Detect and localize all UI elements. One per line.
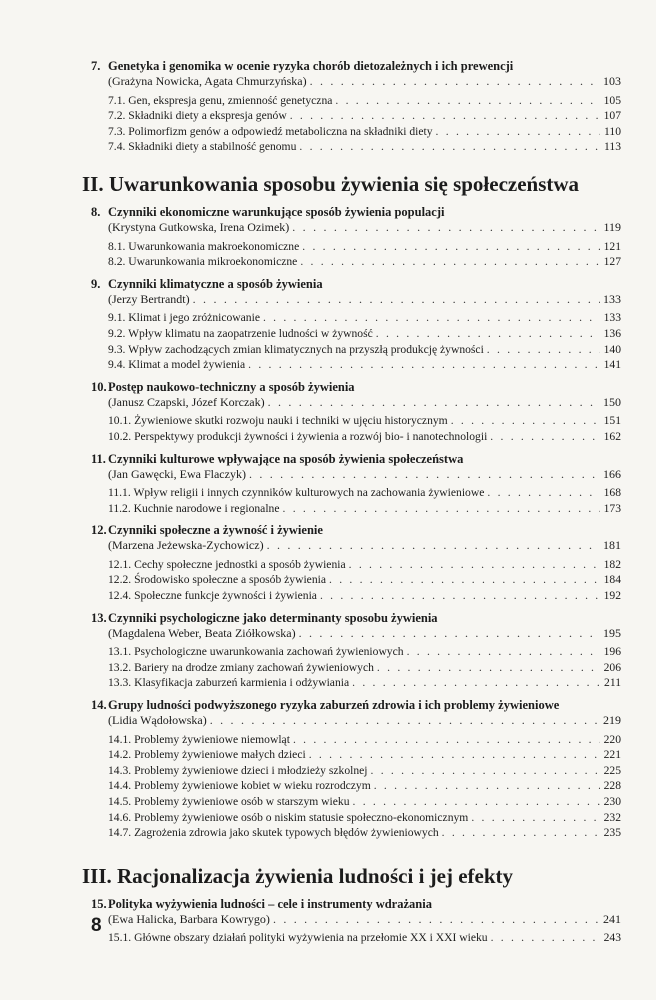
subsection-entry [91,825,621,841]
subsection-entry-text: 11.2. Kuchnie narodowe i regionalne [108,501,280,515]
subsection-list [91,644,621,691]
subsection-entry-text: 12.4. Społeczne funkcje żywności i żywienia [108,589,317,603]
chapter-authors [91,713,621,729]
subsection-entry-page-number: 121 [603,239,621,253]
dot-leader [299,626,600,642]
subsection-entry-text: 14.4. Problemy żywieniowe kobiet w wieku rozrodczym [108,779,371,793]
subsection-entry-page-number: 192 [603,589,621,603]
chapter-authors [91,74,621,90]
chapter-entry [91,276,621,373]
subsection-entry-page-number: 220 [603,732,621,746]
dot-leader [335,93,600,109]
chapter-authors-text: (Marzena Jeżewska-Zychowicz) [108,538,264,553]
dot-leader [374,778,600,794]
chapter-title [91,522,621,538]
subsection-entry [91,139,621,155]
subsection-list [91,413,621,444]
subsection-list [91,310,621,372]
subsection-entry [91,326,621,342]
chapter-number: 13. [91,610,107,625]
dot-leader [491,930,600,946]
chapter-authors-text: (Lidia Wądołowska) [108,713,207,728]
subsection-list [91,732,621,841]
dot-leader [442,825,600,841]
chapter-title-text: Czynniki ekonomiczne warunkujące sposób żywienia populacji [108,204,445,219]
chapter-authors-page-number: 181 [603,538,621,553]
subsection-list [91,239,621,270]
chapter-number: 12. [91,523,107,538]
subsection-entry-page-number: 230 [603,795,621,808]
subsection-entry-text: 14.3. Problemy żywieniowe dzieci i młodzieży szkolnej [108,763,368,777]
dot-leader [299,139,600,155]
subsection-entry-page-number: 133 [603,311,621,325]
subsection-entry-page-number: 113 [604,140,621,154]
subsection-entry [91,644,621,660]
subsection-entry [91,747,621,763]
chapter-authors [91,220,621,236]
chapter-authors-text: (Jan Gawęcki, Ewa Flaczyk) [108,466,246,481]
subsection-entry-page-number: 162 [603,429,621,443]
subsection-entry [91,675,621,691]
chapter-entry [91,204,621,270]
subsection-list [91,93,621,155]
chapter-number: 7. [91,59,101,73]
subsection-entry-text: 9.4. Klimat a model żywienia [108,358,246,372]
subsection-list [91,557,621,604]
dot-leader [273,912,600,928]
chapter-authors-page-number: 150 [603,394,621,409]
subsection-entry-page-number: 151 [603,414,621,428]
subsection-entry [91,93,621,109]
subsection-entry-text: 14.1. Problemy żywieniowe niemowląt [108,732,290,746]
dot-leader [320,588,600,604]
chapter-title-text: Czynniki klimatyczne a sposób żywienia [108,276,323,291]
dot-leader [248,357,600,373]
chapter-entry [91,451,621,517]
chapter-number: 10. [91,379,107,394]
dot-leader [471,810,600,826]
subsection-entry [91,108,621,124]
chapter-title-text: Czynniki psychologiczne jako determinanty sposobu żywienia [108,610,438,625]
chapter-title [91,204,621,220]
subsection-entry-text: 8.1. Uwarunkowania makroekonomiczne [108,239,300,253]
subsection-entry [91,254,621,270]
subsection-entry-page-number: 232 [603,810,621,824]
subsection-entry-page-number: 221 [603,748,621,762]
subsection-entry-text: 14.2. Problemy żywieniowe małych dzieci [108,748,306,762]
subsection-entry-text: 14.7. Zagrożenia zdrowia jako skutek typowych błędów żywieniowych [108,826,439,840]
subsection-entry-page-number: 228 [603,779,621,793]
dot-leader [267,538,600,554]
subsection-entry-text: 7.2. Składniki diety a ekspresja genów [108,109,287,123]
dot-leader [353,794,601,810]
dot-leader [263,310,600,326]
chapter-authors-text: (Krystyna Gutkowska, Irena Ozimek) [108,219,290,234]
chapter-title [91,610,621,626]
chapter-authors-page-number: 133 [603,291,621,306]
subsection-entry-page-number: 107 [603,109,621,123]
chapter-number: 8. [91,204,101,219]
dot-leader [376,326,600,342]
subsection-entry-page-number: 140 [603,342,621,356]
chapter-authors-text: (Ewa Halicka, Barbara Kowrygo) [108,911,270,926]
subsection-entry-text: 13.1. Psychologiczne uwarunkowania zachowań żywieniowych [108,645,404,659]
part-heading: II. Uwarunkowania sposobu żywienia się społeczeństwa [82,171,580,196]
chapter-number: 11. [91,451,106,466]
chapter-number: 14. [91,698,107,713]
dot-leader [329,572,600,588]
subsection-entry-page-number: 182 [603,557,621,571]
chapter-authors-page-number: 241 [603,911,621,926]
chapter-authors-page-number: 166 [603,466,621,481]
dot-leader [292,220,600,236]
subsection-entry-text: 7.1. Gen, ekspresja genu, zmienność genetyczna [108,93,333,107]
subsection-entry-text: 14.6. Problemy żywieniowe osób o niskim statusie społeczno-ekonomicznym [108,810,469,824]
subsection-entry-page-number: 196 [603,645,621,659]
dot-leader [249,467,600,483]
subsection-entry [91,342,621,358]
subsection-entry-page-number: 136 [603,326,621,340]
subsection-entry-page-number: 184 [603,573,621,587]
chapter-title-text: Polityka wyżywienia ludności – cele i instrumenty wdrażania [108,896,432,911]
subsection-entry-page-number: 173 [603,501,621,515]
chapter-authors-page-number: 103 [603,74,621,88]
subsection-entry-text: 11.1. Wpływ religii i innych czynników kulturowych na zachowania żywieniowe [108,486,485,500]
chapter-entry [91,58,621,155]
subsection-entry [91,357,621,373]
subsection-entry-page-number: 110 [604,124,621,138]
dot-leader [436,124,600,140]
subsection-entry [91,930,621,946]
subsection-entry-text: 13.3. Klasyfikacja zaburzeń karmienia i odżywiania [108,676,350,690]
subsection-entry-text: 12.2. Środowisko społeczne a sposób żywienia [108,573,326,587]
page-number: 8 [91,915,102,936]
chapter-title-text: Grupy ludności podwyższonego ryzyka zaburzeń zdrowia i ich problemy żywieniowe [108,698,560,713]
dot-leader [487,342,600,358]
chapter-entry [91,522,621,603]
subsection-entry-text: 9.3. Wpływ zachodzących zmian klimatycznych na przyszłą produkcję żywności [108,342,484,356]
subsection-entry-text: 14.5. Problemy żywieniowe osób w starszym wieku [108,795,350,808]
chapter-authors-text: (Janusz Czapski, Józef Korczak) [108,394,265,409]
dot-leader [487,485,600,501]
subsection-entry [91,485,621,501]
dot-leader [283,501,601,517]
subsection-entry-text: 10.1. Żywieniowe skutki rozwoju nauki i techniki w ujęciu historycznym [108,414,448,428]
chapter-authors [91,395,621,411]
subsection-entry [91,588,621,604]
chapter-entry [91,610,621,691]
subsection-entry [91,501,621,517]
subsection-entry-text: 13.2. Bariery na drodze zmiany zachowań żywieniowych [108,660,374,674]
subsection-entry-page-number: 243 [603,931,621,945]
subsection-entry-page-number: 105 [603,93,621,107]
chapter-authors [91,912,621,928]
dot-leader [310,74,600,90]
chapter-entry [91,379,621,445]
chapter-title-text: Czynniki społeczne a żywność i żywienie [108,523,323,538]
subsection-entry [91,124,621,140]
subsection-entry [91,794,621,810]
chapter-entry [91,697,621,841]
chapter-authors-page-number: 219 [603,713,621,728]
dot-leader [300,254,600,270]
chapter-title [91,896,621,912]
chapter-entry [91,896,621,946]
dot-leader [371,763,600,779]
subsection-entry-page-number: 225 [603,763,621,777]
chapter-title [91,379,621,395]
subsection-entry [91,239,621,255]
chapter-authors-page-number: 119 [603,219,621,234]
dot-leader [302,239,600,255]
subsection-entry [91,413,621,429]
chapter-authors-text: (Grażyna Nowicka, Agata Chmurzyńska) [108,74,307,88]
chapter-authors [91,626,621,642]
subsection-entry-text: 10.2. Perspektywy produkcji żywności i żywienia a rozwój bio- i nanotechnologii [108,429,488,443]
subsection-entry [91,778,621,794]
subsection-entry-text: 9.1. Klimat i jego zróżnicowanie [108,311,260,325]
chapter-number: 9. [91,276,101,291]
subsection-entry [91,763,621,779]
chapter-title [91,697,621,713]
subsection-list [91,930,621,946]
subsection-entry-text: 9.2. Wpływ klimatu na zaopatrzenie ludności w żywność [108,326,373,340]
chapter-title [91,276,621,292]
subsection-entry-page-number: 168 [603,486,621,500]
dot-leader [293,732,600,748]
dot-leader [210,713,600,729]
subsection-entry-page-number: 211 [604,676,621,690]
chapter-authors-page-number: 195 [603,625,621,640]
subsection-entry [91,810,621,826]
chapter-title [91,58,621,74]
subsection-entry-page-number: 141 [603,358,621,372]
chapter-authors [91,292,621,308]
subsection-entry [91,310,621,326]
chapter-title [91,451,621,467]
dot-leader [268,395,600,411]
subsection-entry [91,572,621,588]
dot-leader [290,108,600,124]
subsection-entry-text: 15.1. Główne obszary działań polityki wyżywienia na przełomie XX i XXI wieku [108,931,488,945]
subsection-entry [91,557,621,573]
table-of-contents [82,58,621,946]
chapter-authors-text: (Jerzy Bertrandt) [108,291,190,306]
chapter-authors [91,467,621,483]
subsection-entry-page-number: 206 [603,660,621,674]
part-heading: III. Racjonalizacja żywienia ludności i jej efekty [82,863,514,888]
subsection-entry-text: 8.2. Uwarunkowania mikroekonomiczne [108,255,298,269]
subsection-entry-text: 12.1. Cechy społeczne jednostki a sposób żywienia [108,557,346,571]
dot-leader [349,557,600,573]
chapter-number: 15. [91,896,107,911]
subsection-entry-text: 7.3. Polimorfizm genów a odpowiedź metaboliczna na składniki diety [108,124,433,138]
dot-leader [451,413,600,429]
subsection-entry [91,429,621,445]
dot-leader [490,429,600,445]
chapter-authors-text: (Magdalena Weber, Beata Ziółkowska) [108,625,296,640]
dot-leader [309,747,600,763]
subsection-list [91,485,621,516]
dot-leader [193,292,600,308]
chapter-title-text: Genetyka i genomika w ocenie ryzyka chorób dietozależnych i ich prewencji [108,59,514,73]
subsection-entry [91,732,621,748]
subsection-entry-text: 7.4. Składniki diety a stabilność genomu [108,140,297,154]
dot-leader [352,675,600,691]
dot-leader [407,644,600,660]
dot-leader [377,660,600,676]
subsection-entry [91,660,621,676]
subsection-entry-page-number: 235 [603,826,621,840]
chapter-authors [91,538,621,554]
chapter-title-text: Czynniki kulturowe wpływające na sposób żywienia społeczeństwa [108,451,464,466]
subsection-entry-page-number: 127 [603,255,621,269]
chapter-title-text: Postęp naukowo-techniczny a sposób żywienia [108,379,355,394]
